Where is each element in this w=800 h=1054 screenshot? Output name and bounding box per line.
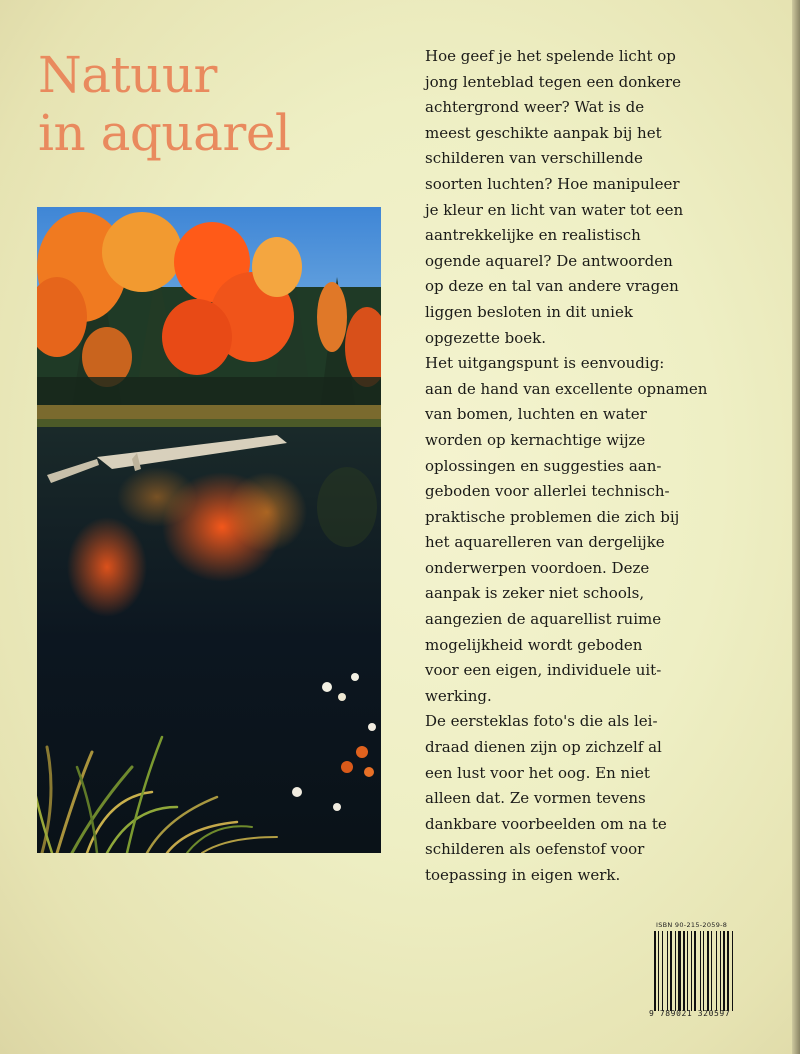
barcode-bar — [667, 931, 668, 1011]
blurb-paragraph-3: De eersteklas foto's die als lei- draad dienen zijn op zichzelf al een lust voor het oog. En niet alleen dat. Ze vormen tevens dankbare voorbeelden om na te schilderen als oefenstof voor toepassing in eigen werk. — [425, 712, 667, 884]
barcode-bar — [716, 931, 717, 1011]
isbn-label: ISBN 90-215-2059-8 — [656, 921, 728, 929]
blurb-paragraph-1: Hoe geef je het spelende licht op jong lenteblad tegen een donkere achtergrond weer? Wat is de meest geschikte aanpak bij het schilderen van verschillende soorten luchten? Hoe manipuleer je kleur en licht van water tot een aantrekkelijke en realistisch ogende aquarel? De antwoorden op deze en tal van andere vragen liggen besloten in dit uniek opgezette boek. — [425, 47, 684, 347]
barcode-bar — [703, 931, 704, 1011]
book-title-line-1: Natuur — [38, 46, 217, 104]
barcode-bar — [727, 931, 729, 1011]
back-cover-blurb — [425, 44, 775, 889]
cover-photo-autumn-lake — [37, 207, 381, 853]
cover-edge-shadow — [792, 0, 800, 1054]
barcode-bar — [675, 931, 676, 1011]
barcode-bar — [720, 931, 721, 1011]
book-title — [38, 46, 290, 162]
blurb-paragraph-2: Het uitgangspunt is eenvoudig: aan de hand van excellente opnamen van bomen, luchten en water worden op kernachtige wijze oplossingen en suggesties aan- geboden voor allerlei technisch- praktische problemen die zich bij het aquarelleren van dergelijke onderwerpen voordoen. Deze aanpak is zeker niet schools, aangezien de aquarellist ruime mogelijkheid wordt geboden voor een eigen, individuele uit- werking. — [425, 354, 708, 705]
barcode-bar — [711, 931, 712, 1011]
barcode-bar — [723, 931, 725, 1011]
barcode-icon — [653, 931, 755, 1013]
barcode-digits: 9 789021 320597 — [649, 1009, 731, 1018]
barcode-bar — [662, 931, 663, 1011]
barcode-bar — [670, 931, 672, 1011]
barcode-bar — [654, 931, 656, 1011]
barcode-bar — [700, 931, 701, 1011]
barcode-bar — [694, 931, 696, 1011]
barcode-bar — [732, 931, 733, 1011]
barcode-bar — [658, 931, 659, 1011]
barcode-bar — [678, 931, 681, 1011]
barcode-bar — [691, 931, 692, 1011]
barcode-bar — [683, 931, 685, 1011]
barcode-bar — [707, 931, 709, 1011]
barcode-bar — [687, 931, 688, 1011]
book-title-line-2: in aquarel — [38, 104, 291, 162]
